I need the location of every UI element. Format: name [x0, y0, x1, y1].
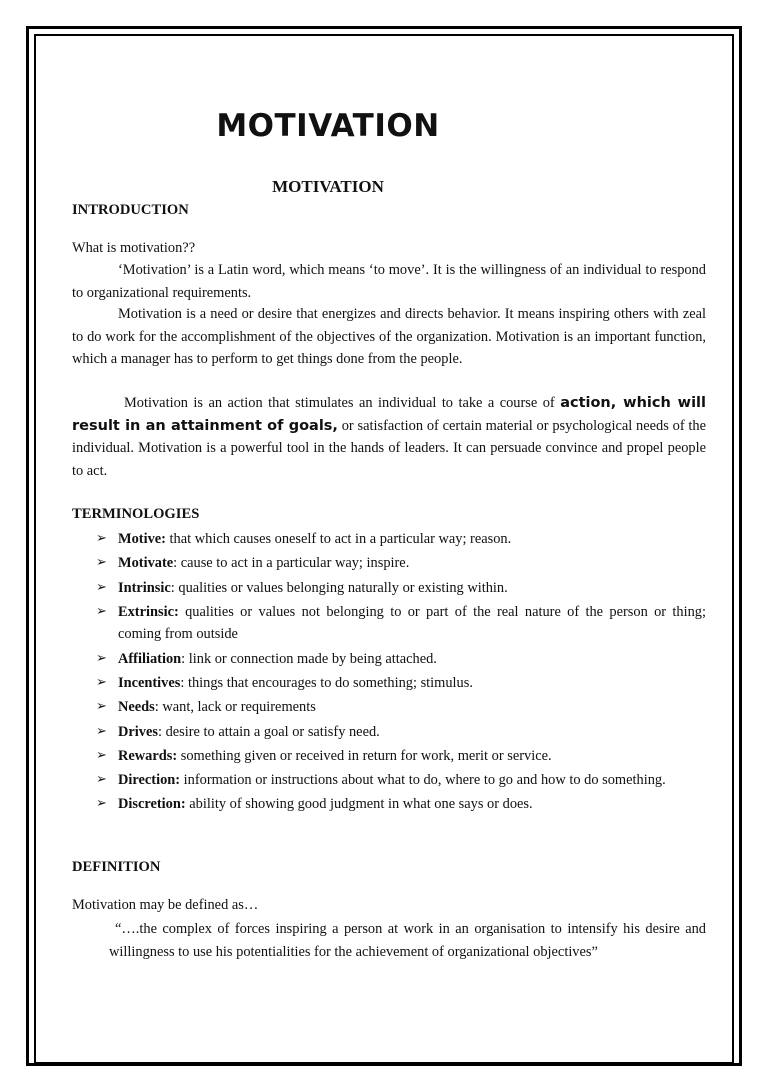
term-item [72, 769, 706, 792]
term-name: Needs [118, 699, 155, 716]
term-name: Extrinsic: [118, 603, 179, 620]
term-item [72, 601, 706, 646]
term-item [72, 528, 706, 551]
arrow-bullet-icon: ➢ [96, 579, 107, 595]
arrow-bullet-icon: ➢ [96, 699, 107, 715]
term-item [72, 696, 706, 719]
intro-paragraph-3-emphasis: action, which will result in an attainment of goals, [72, 395, 706, 434]
term-item [72, 552, 706, 575]
terminologies-heading: TERMINOLOGIES [72, 506, 200, 522]
intro-paragraph-3 [72, 392, 706, 482]
definition-heading: DEFINITION [72, 859, 161, 875]
term-item [72, 721, 706, 744]
introduction-heading: INTRODUCTION [72, 202, 189, 218]
arrow-bullet-icon: ➢ [96, 747, 107, 763]
term-description: : things that encourages to do something; stimulus. [180, 674, 473, 691]
term-description: : qualities or values belonging naturally or existing within. [170, 579, 508, 596]
term-description: : want, lack or requirements [154, 699, 316, 716]
definition-lead: Motivation may be defined as… [72, 897, 259, 913]
arrow-bullet-icon: ➢ [96, 650, 107, 666]
term-item [72, 745, 706, 768]
term-description: : link or connection made by being attached. [181, 650, 437, 667]
term-item [72, 648, 706, 671]
intro-paragraph-3-end: or satisfaction of certain material or psychological needs of the individual. Motivation is a powerful tool in the hands of leaders. It can persuade convince and propel people to act. [72, 417, 706, 479]
term-name: Incentives [118, 674, 181, 691]
arrow-bullet-icon: ➢ [96, 674, 107, 690]
term-description: that which causes oneself to act in a particular way; reason. [165, 531, 512, 547]
term-name: Affiliation [118, 650, 182, 667]
arrow-bullet-icon: ➢ [96, 531, 107, 546]
term-name: Intrinsic [118, 579, 171, 596]
term-name: Drives [118, 723, 158, 740]
document-title: MOTIVATION [216, 108, 440, 144]
intro-question: What is motivation?? [72, 240, 196, 256]
term-name: Discretion: [118, 796, 186, 813]
arrow-bullet-icon: ➢ [96, 772, 107, 788]
document-subtitle: MOTIVATION [272, 177, 384, 196]
terminologies-list [72, 528, 706, 818]
arrow-bullet-icon: ➢ [96, 603, 107, 619]
definition-quote [72, 918, 706, 963]
term-description: information or instructions about what to do, where to go and how to do something. [180, 772, 666, 789]
arrow-bullet-icon: ➢ [96, 796, 107, 812]
term-name: Direction: [118, 772, 181, 789]
term-description: qualities or values not belonging to or part of the real nature of the person or thing; coming from outside [118, 603, 706, 643]
term-name: Motive: [118, 531, 166, 547]
term-item [72, 793, 706, 816]
definition-quote-text: “….the complex of forces inspiring a person at work in an organisation to intensify his desire and willingness to use his potentialities for the achievement of organizational objectives” [109, 921, 706, 960]
arrow-bullet-icon: ➢ [96, 555, 107, 571]
term-description: ability of showing good judgment in what one says or does. [185, 796, 533, 813]
arrow-bullet-icon: ➢ [96, 723, 107, 739]
term-name: Motivate [118, 555, 174, 572]
term-description: something given or received in return for work, merit or service. [177, 747, 552, 764]
intro-paragraph-2: Motivation is a need or desire that energizes and directs behavior. It means inspiring others with zeal to do work for the accomplishment of the objectives of the organization. Motivation is an important function, which a manager has to perform to get things done from the people. [72, 306, 706, 367]
intro-paragraph-3-start: Motivation is an action that stimulates an individual to take a course of [124, 395, 561, 411]
term-description: : cause to act in a particular way; inspire. [173, 555, 410, 572]
intro-paragraph-1: ‘Motivation’ is a Latin word, which means ‘to move’. It is the willingness of an individual to respond to organizational requirements. [72, 262, 706, 301]
term-item [72, 672, 706, 695]
term-name: Rewards: [118, 747, 178, 764]
term-description: : desire to attain a goal or satisfy need. [157, 723, 380, 740]
term-item [72, 577, 706, 600]
